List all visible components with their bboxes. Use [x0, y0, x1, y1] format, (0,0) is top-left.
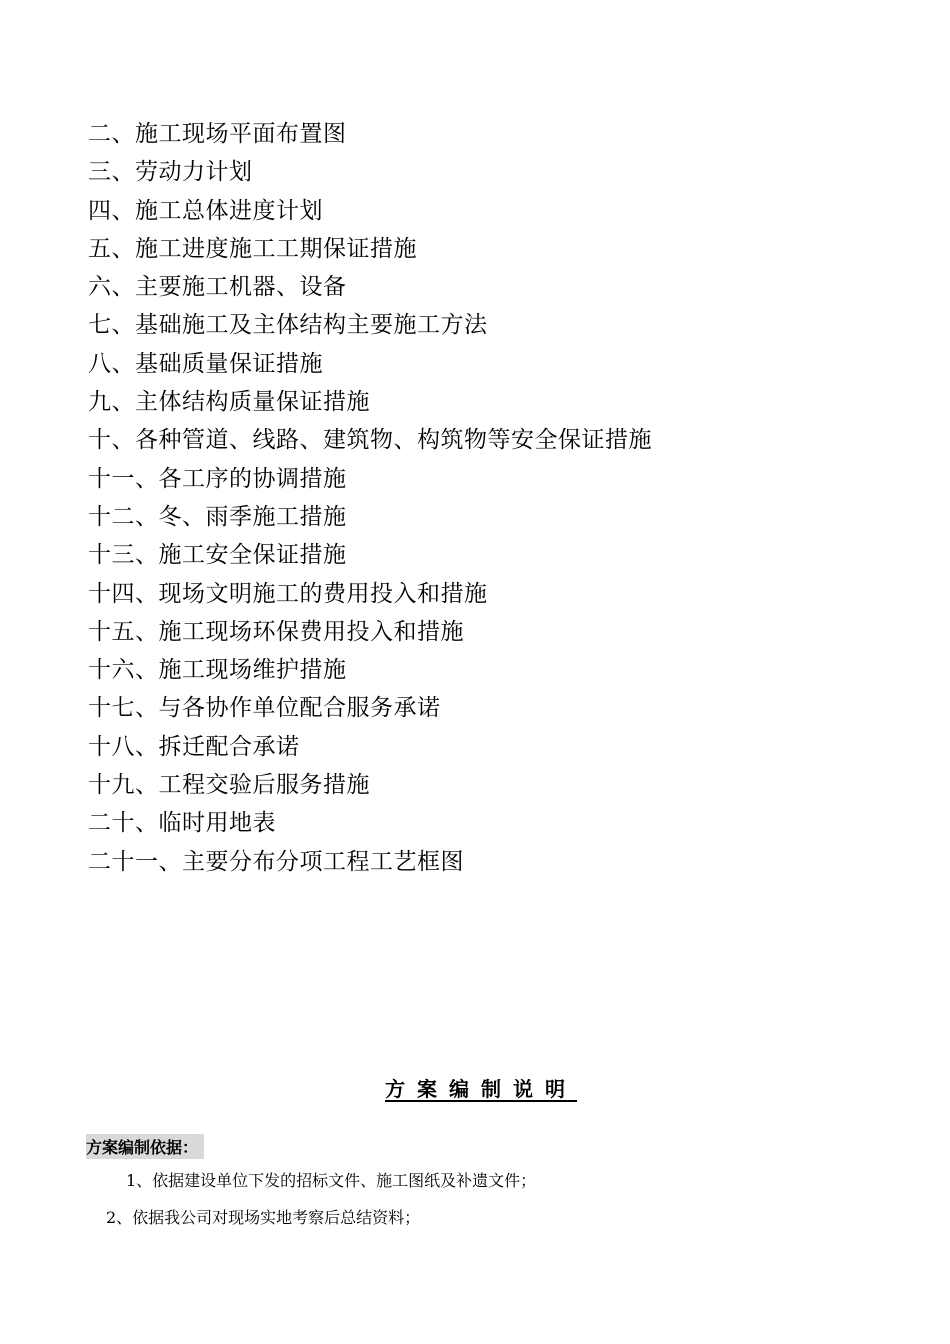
toc-item: 十三、施工安全保证措施 — [88, 542, 347, 569]
basis-label: 方案编制依据： — [86, 1134, 204, 1159]
toc-item: 十九、工程交验后服务措施 — [88, 772, 370, 799]
table-of-contents — [88, 115, 652, 881]
toc-item: 六、主要施工机器、设备 — [88, 274, 347, 301]
basis-item: 2、依据我公司对现场实地考察后总结资料； — [106, 1208, 421, 1227]
toc-item: 十八、拆迁配合承诺 — [88, 733, 300, 760]
section-title: 方案编制说明 — [385, 1077, 577, 1101]
toc-item: 十七、与各协作单位配合服务承诺 — [88, 695, 441, 722]
toc-item: 二十、临时用地表 — [88, 810, 276, 837]
toc-item: 四、施工总体进度计划 — [88, 197, 323, 224]
toc-item: 十四、现场文明施工的费用投入和措施 — [88, 580, 488, 607]
toc-item: 十五、施工现场环保费用投入和措施 — [88, 618, 464, 645]
basis-item: 1、依据建设单位下发的招标文件、施工图纸及补遗文件； — [126, 1171, 537, 1190]
toc-item: 十、各种管道、线路、建筑物、构筑物等安全保证措施 — [88, 427, 652, 454]
toc-item: 二、施工现场平面布置图 — [88, 121, 347, 147]
toc-item: 九、主体结构质量保证措施 — [88, 389, 370, 416]
toc-item: 七、基础施工及主体结构主要施工方法 — [88, 312, 488, 339]
toc-item: 三、劳动力计划 — [88, 159, 253, 186]
toc-item: 八、基础质量保证措施 — [88, 350, 323, 377]
toc-item: 二十一、主要分布分项工程工艺框图 — [88, 848, 464, 875]
toc-item: 十二、冬、雨季施工措施 — [88, 503, 347, 530]
toc-item: 五、施工进度施工工期保证措施 — [88, 235, 417, 262]
toc-item: 十六、施工现场维护措施 — [88, 657, 347, 684]
toc-item: 十一、各工序的协调措施 — [88, 465, 347, 492]
